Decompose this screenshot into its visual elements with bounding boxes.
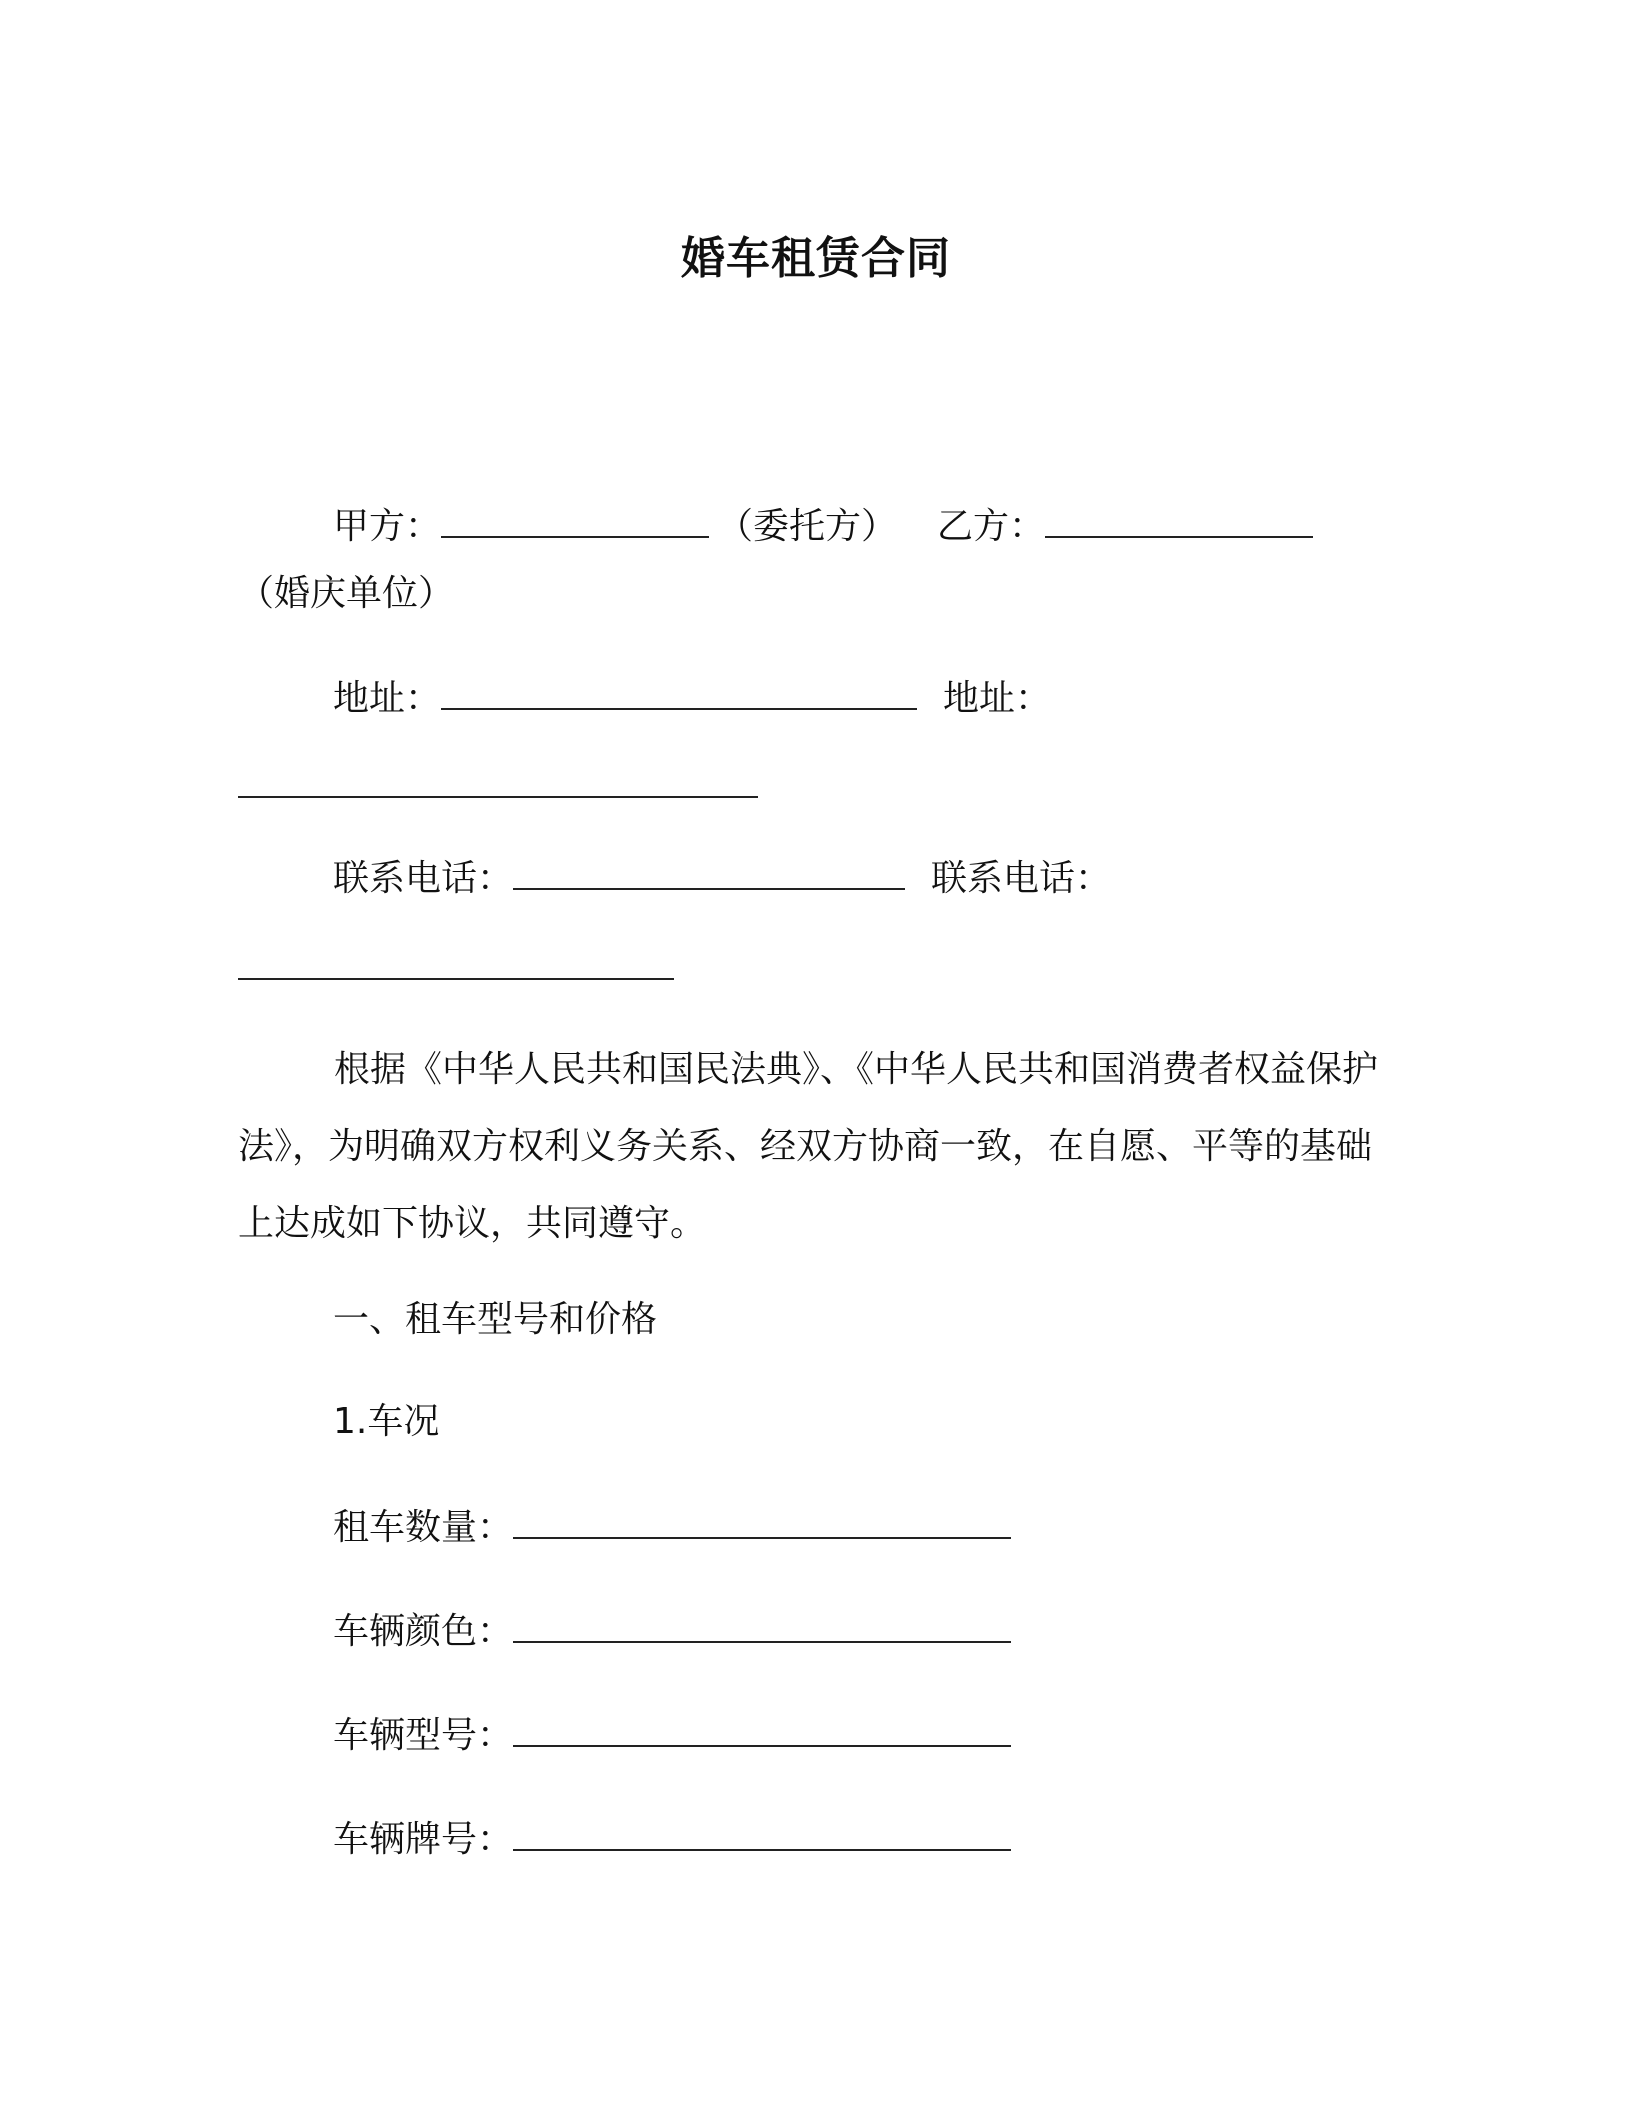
party-b-role: （婚庆单位） xyxy=(238,573,455,614)
address-b-blank[interactable] xyxy=(238,762,758,798)
address-a-label: 地址： xyxy=(333,678,442,719)
party-a-role: （委托方） xyxy=(717,506,898,547)
field-blank[interactable] xyxy=(513,1815,1011,1851)
party-b-blank[interactable] xyxy=(1045,502,1313,538)
phone-a-label: 联系电话： xyxy=(333,858,514,899)
field-label: 车辆型号： xyxy=(333,1715,514,1756)
party-a-blank[interactable] xyxy=(441,502,709,538)
field-car-plate xyxy=(333,1815,1011,1862)
field-car-model xyxy=(333,1711,1011,1758)
field-car-color xyxy=(333,1607,1011,1654)
field-label: 车辆颜色： xyxy=(333,1611,514,1652)
phone-a-blank[interactable] xyxy=(513,854,905,890)
intro-paragraph: 根据《中华人民共和国民法典》、《中华人民共和国消费者权益保护法》，为明确双方权利义务关系、经双方协商一致，在自愿、平等的基础上达成如下协议，共同遵守。 xyxy=(238,1049,1379,1244)
field-car-count xyxy=(333,1503,1011,1550)
address-a-blank[interactable] xyxy=(441,674,917,710)
phone-b-label: 联系电话： xyxy=(931,858,1112,899)
subsection-1-heading: 1.车况 xyxy=(333,1401,440,1442)
address-line xyxy=(333,674,1051,721)
section-1-heading: 一、租车型号和价格 xyxy=(333,1299,658,1340)
address-b-blank-line xyxy=(238,762,758,809)
field-blank[interactable] xyxy=(513,1607,1011,1643)
phone-line xyxy=(333,854,1111,901)
address-b-label: 地址： xyxy=(943,678,1052,719)
phone-b-blank-line xyxy=(238,944,674,991)
field-blank[interactable] xyxy=(513,1711,1011,1747)
party-b-role-line xyxy=(238,572,454,616)
party-a-label: 甲方： xyxy=(333,506,442,547)
phone-b-blank[interactable] xyxy=(238,944,674,980)
field-blank[interactable] xyxy=(513,1503,1011,1539)
party-b-label: 乙方： xyxy=(937,506,1046,547)
field-label: 车辆牌号： xyxy=(333,1819,514,1860)
party-line xyxy=(333,502,1313,549)
document-title: 婚车租赁合同 xyxy=(681,233,951,284)
field-label: 租车数量： xyxy=(333,1507,514,1548)
